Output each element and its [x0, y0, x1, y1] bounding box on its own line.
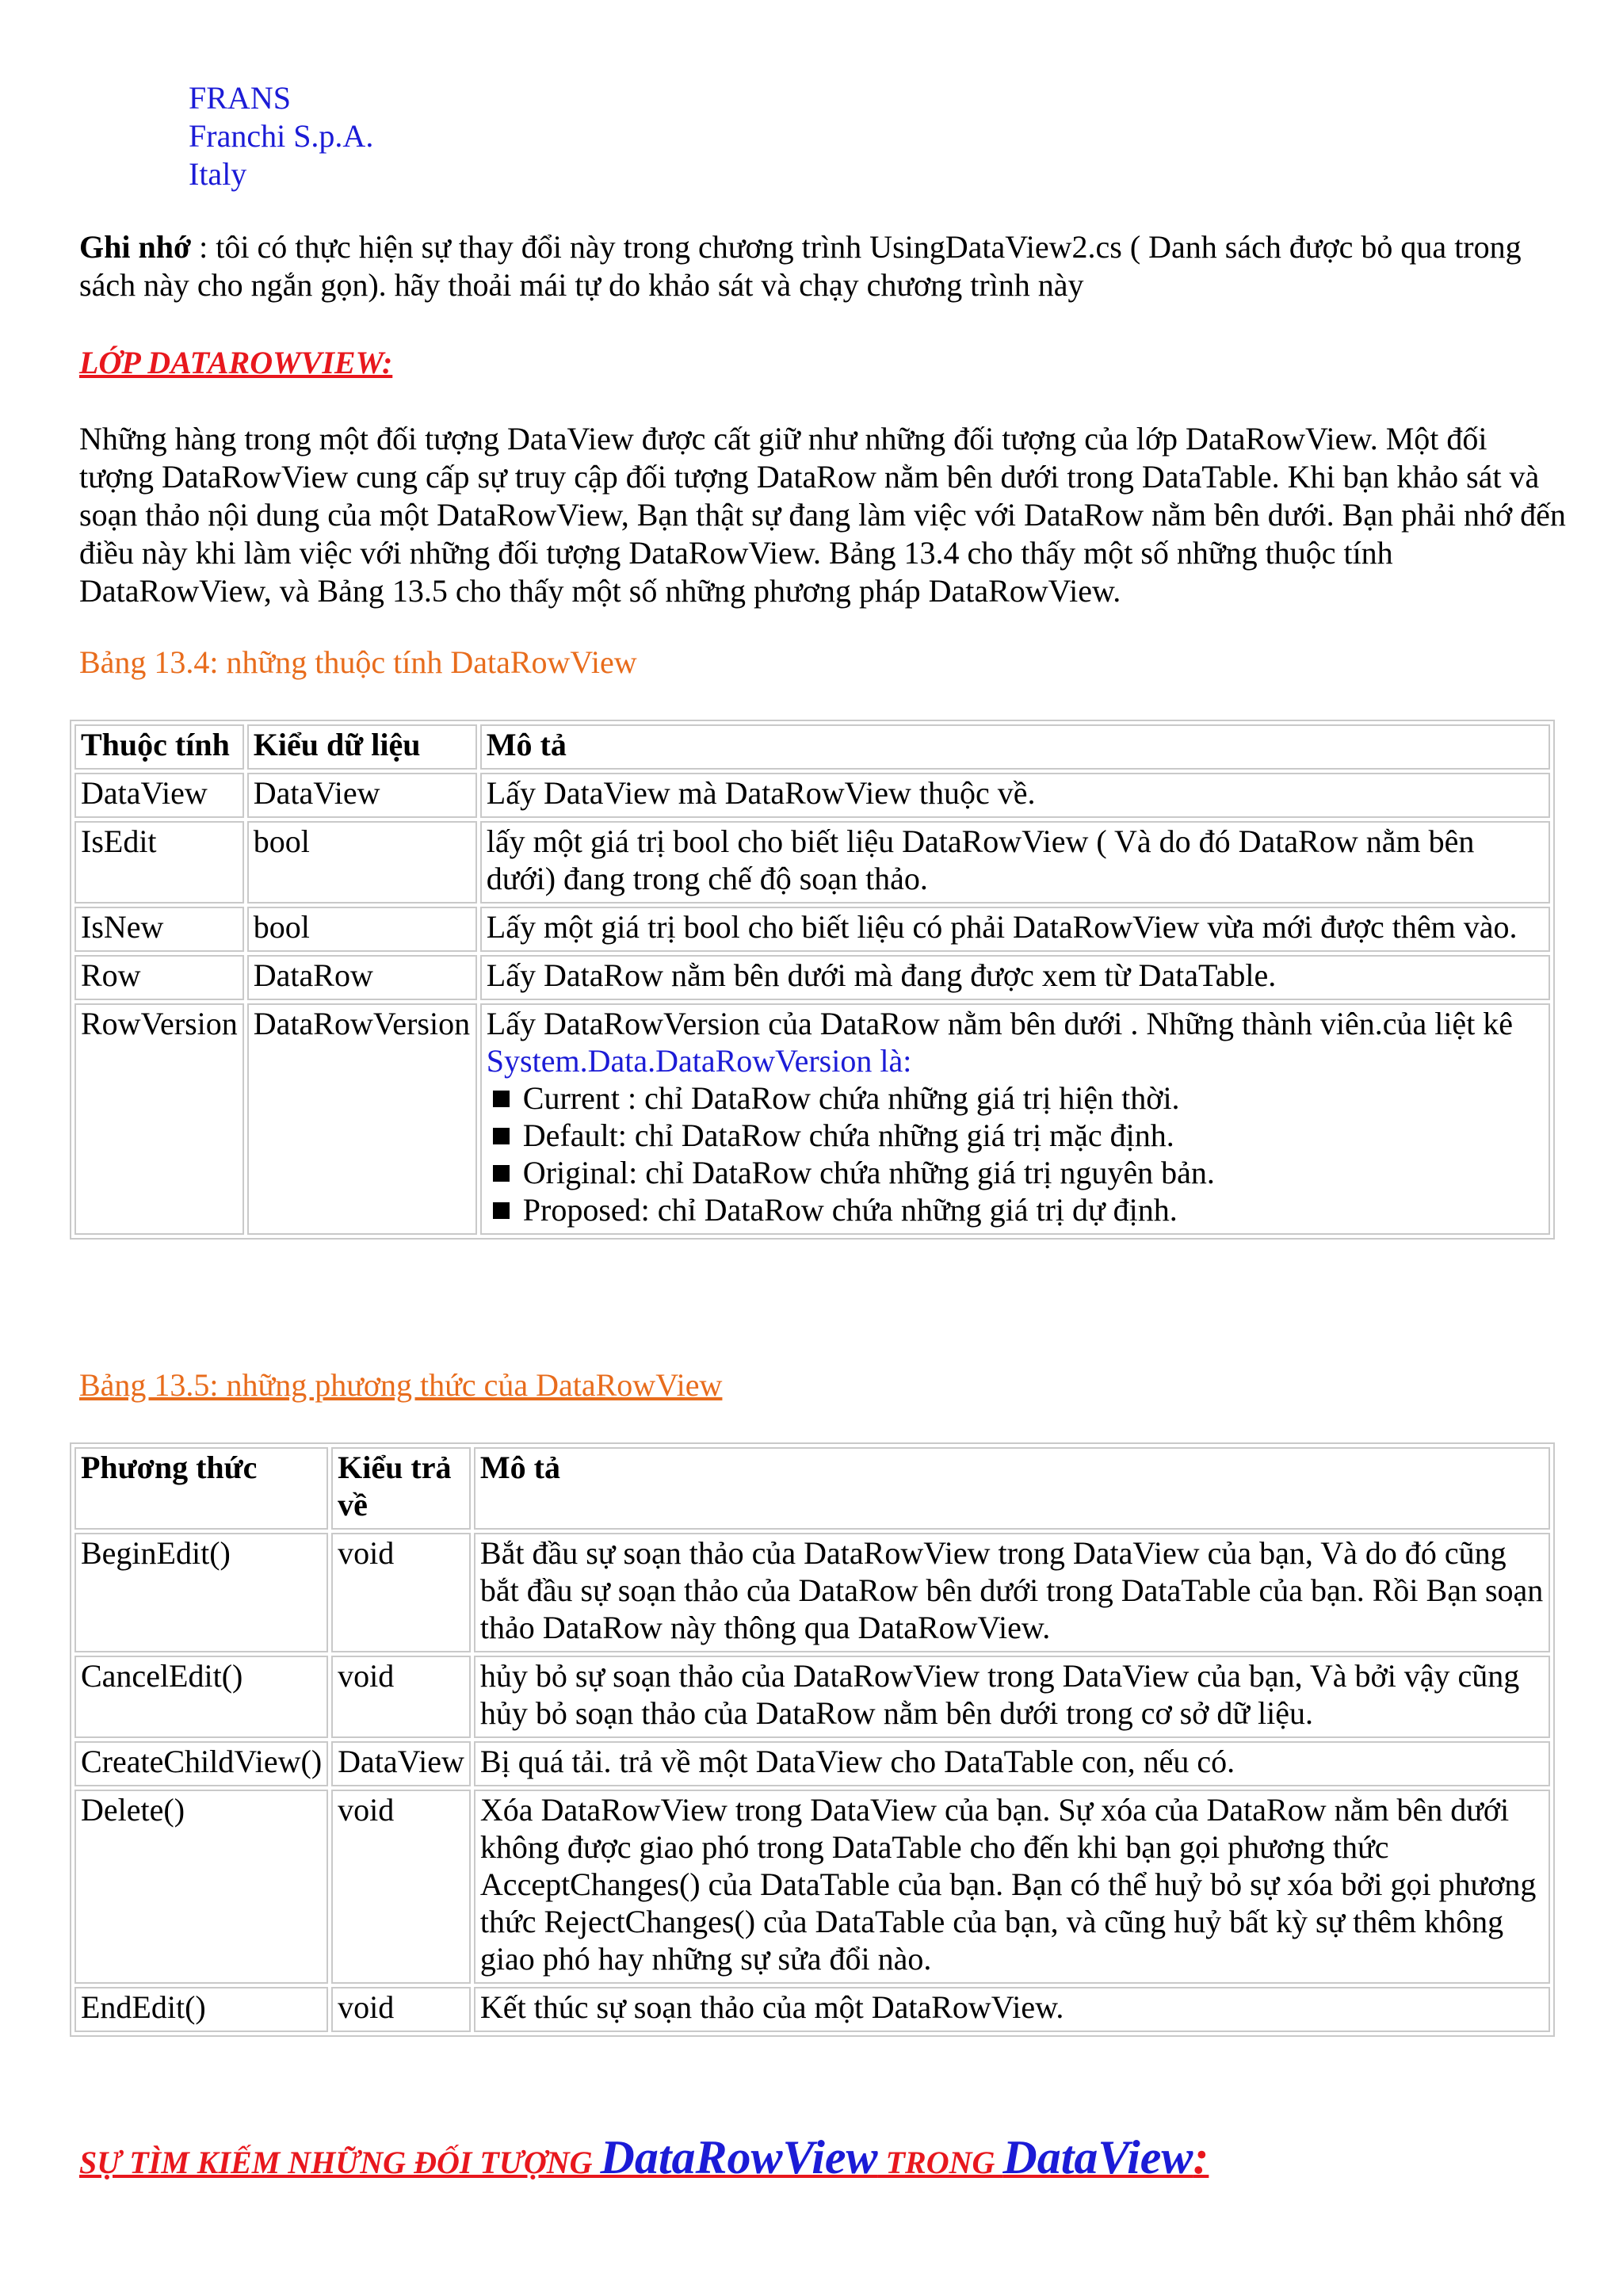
section-heading-search	[79, 2130, 1209, 2185]
table-cell: DataRowVersion	[247, 1003, 477, 1235]
list-item: Original: chỉ DataRow chứa những giá trị nguyên bản.	[487, 1154, 1544, 1191]
header-cell: Kiểu dữ liệu	[247, 724, 477, 770]
table-cell: Xóa DataRowView trong DataView của bạn. Sự xóa của DataRow nằm bên dưới không được giao phó trong DataTable cho đến khi bạn gọi phương thức AcceptChanges() của DataTable của bạn. Bạn có thể huỷ bỏ sự xóa bởi gọi phương thức RejectChanges() của DataTable của bạn, và cũng huỷ bất kỳ sự thêm không giao phó hay những sự sửa đổi nào.	[474, 1790, 1550, 1984]
datarowversion-reference: System.Data.DataRowVersion là:	[486, 1043, 912, 1079]
table-cell: bool	[247, 821, 477, 904]
table-cell: BeginEdit()	[74, 1533, 328, 1652]
table-cell: DataRow	[247, 955, 477, 1000]
rowversion-description: Lấy DataRowVersion của DataRow nằm bên dưới . Những thành viên.của liệt kê	[486, 1006, 1514, 1041]
table-row	[74, 1790, 1550, 1984]
search-heading-colon: :	[1193, 2131, 1209, 2183]
table-cell: void	[331, 1987, 471, 2032]
properties-table	[70, 720, 1555, 1240]
table-header-row	[74, 724, 1550, 770]
table-row	[74, 907, 1550, 952]
header-cell: Mô tả	[480, 724, 1550, 770]
table-cell: Lấy một giá trị bool cho biết liệu có phải DataRowView vừa mới được thêm vào.	[480, 907, 1550, 952]
table-row	[74, 1533, 1550, 1652]
table-row	[74, 821, 1550, 904]
table-cell: Bắt đầu sự soạn thảo của DataRowView trong DataView của bạn, Và do đó cũng bắt đầu sự soạn thảo của DataRow bên dưới trong DataTable của bạn. Rồi Bạn soạn thảo DataRow này thông qua DataRowView.	[474, 1533, 1550, 1652]
table-cell: Bị quá tải. trả về một DataView cho DataTable con, nếu có.	[474, 1741, 1550, 1786]
table-header-row	[74, 1447, 1550, 1530]
table-cell: lấy một giá trị bool cho biết liệu DataRowView ( Và do đó DataRow nằm bên dưới) đang trong chế độ soạn thảo.	[480, 821, 1550, 904]
intro-paragraph: Những hàng trong một đối tượng DataView được cất giữ như những đối tượng của lớp DataRowView. Một đối tượng DataRowView cung cấp sự truy cập đối tượng DataRow nằm bên dưới trong DataTable. Khi bạn khảo sát và soạn thảo nội dung của một DataRowView, Bạn thật sự đang làm việc với DataRow nằm bên dưới. Bạn phải nhớ đến điều này khi làm việc với những đối tượng DataRowView. Bảng 13.4 cho thấy một số những thuộc tính DataRowView, và Bảng 13.5 cho thấy một số những phương pháp DataRowView.	[79, 421, 1566, 609]
header-cell: Mô tả	[474, 1447, 1550, 1530]
section-heading-datarowview: LỚP DATAROWVIEW:	[79, 345, 393, 380]
list-item: Default: chỉ DataRow chứa những giá trị mặc định.	[487, 1117, 1544, 1154]
table-row	[74, 1741, 1550, 1786]
address-line: Franchi S.p.A.	[189, 118, 374, 154]
table-cell: Row	[74, 955, 244, 1000]
table-cell: CancelEdit()	[74, 1656, 328, 1738]
search-heading-dataview: DataView	[1002, 2131, 1193, 2183]
note-label: Ghi nhớ	[79, 229, 192, 265]
methods-table	[70, 1442, 1555, 2037]
table-cell: Lấy DataRow nằm bên dưới mà đang được xem từ DataTable.	[480, 955, 1550, 1000]
table-cell: DataView	[247, 773, 477, 818]
search-heading-text: TRONG	[877, 2145, 1003, 2180]
table-cell: DataView	[331, 1741, 471, 1786]
table-cell: EndEdit()	[74, 1987, 328, 2032]
note-text: : tôi có thực hiện sự thay đổi này trong chương trình UsingDataView2.cs ( Danh sách được bỏ qua trong sách này cho ngắn gọn). hãy thoải mái tự do khảo sát và chạy chương trình này	[79, 229, 1522, 303]
table-cell: IsNew	[74, 907, 244, 952]
list-item: Proposed: chỉ DataRow chứa những giá trị dự định.	[487, 1191, 1544, 1228]
search-heading-datarowview: DataRowView	[600, 2131, 878, 2183]
table-cell: CreateChildView()	[74, 1741, 328, 1786]
table-cell: Kết thúc sự soạn thảo của một DataRowView.	[474, 1987, 1550, 2032]
list-item: Current : chỉ DataRow chứa những giá trị hiện thời.	[487, 1079, 1544, 1117]
table-cell: void	[331, 1656, 471, 1738]
address-line: Italy	[189, 156, 247, 192]
note-paragraph	[79, 228, 1569, 304]
address-block	[189, 79, 373, 193]
rowversion-members-list	[487, 1079, 1544, 1228]
table1-caption: Bảng 13.4: những thuộc tính DataRowView	[79, 644, 637, 680]
table-row	[74, 1987, 1550, 2032]
table-cell: Delete()	[74, 1790, 328, 1984]
table-cell: void	[331, 1790, 471, 1984]
table-cell: RowVersion	[74, 1003, 244, 1235]
table-row	[74, 1656, 1550, 1738]
search-heading-text: SỰ TÌM KIẾM NHỮNG ĐỐI TƯỢNG	[79, 2145, 601, 2180]
table-row	[74, 773, 1550, 818]
header-cell: Phương thức	[74, 1447, 328, 1530]
table-cell: void	[331, 1533, 471, 1652]
table-cell	[480, 1003, 1550, 1235]
table-cell: bool	[247, 907, 477, 952]
header-cell: Thuộc tính	[74, 724, 244, 770]
header-cell: Kiểu trả về	[331, 1447, 471, 1530]
address-line: FRANS	[189, 80, 291, 116]
table2-caption: Bảng 13.5: những phương thức của DataRowView	[79, 1367, 723, 1403]
table-row	[74, 955, 1550, 1000]
table-cell: IsEdit	[74, 821, 244, 904]
table-row	[74, 1003, 1550, 1235]
table-cell: hủy bỏ sự soạn thảo của DataRowView trong DataView của bạn, Và bởi vậy cũng hủy bỏ soạn thảo của DataRow nằm bên dưới trong cơ sở dữ liệu.	[474, 1656, 1550, 1738]
table-cell: DataView	[74, 773, 244, 818]
table-cell: Lấy DataView mà DataRowView thuộc về.	[480, 773, 1550, 818]
